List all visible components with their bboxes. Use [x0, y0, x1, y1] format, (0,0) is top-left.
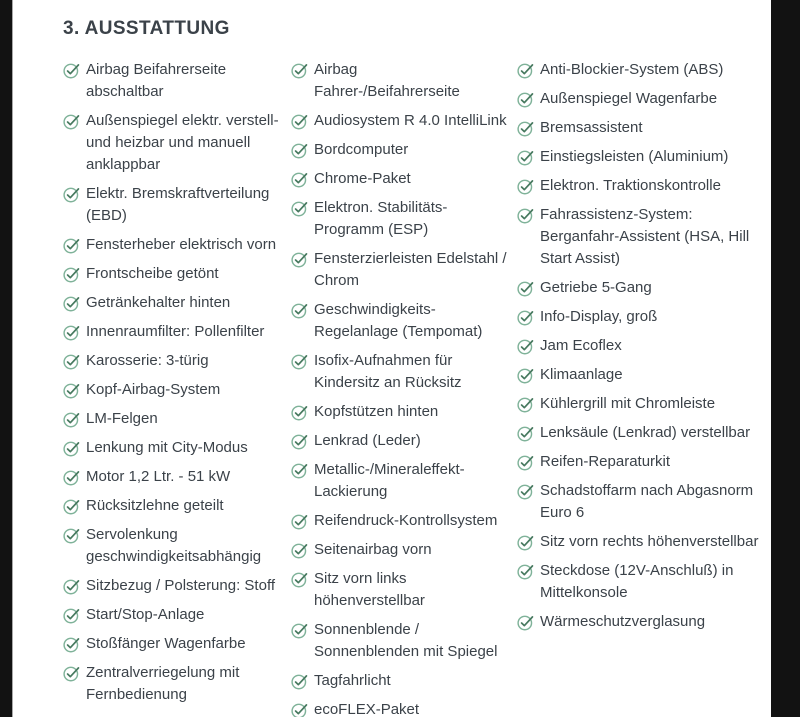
check-circle-icon: [63, 469, 80, 486]
equipment-item-label: Seitenairbag vorn: [314, 541, 432, 558]
equipment-item-label: Sitz vorn links höhenverstellbar: [314, 570, 425, 609]
check-circle-icon: [291, 200, 308, 217]
equipment-item-label: Getränkehalter hinten: [86, 294, 231, 311]
equipment-item: [517, 204, 771, 270]
check-circle-icon: [517, 563, 534, 580]
equipment-item: [517, 451, 771, 473]
equipment-content: [13, 0, 771, 717]
equipment-item-label: Kopfstützen hinten: [314, 403, 439, 420]
equipment-item-label: Stoßfänger Wagenfarbe: [86, 635, 246, 652]
check-circle-icon: [63, 324, 80, 341]
check-circle-icon: [517, 280, 534, 297]
right-border-bar: [771, 0, 800, 717]
equipment-item: [63, 524, 291, 568]
equipment-item-label: Wärmeschutzverglasung: [540, 613, 706, 630]
equipment-item-label: Bordcomputer: [314, 141, 409, 158]
equipment-item-label: Frontscheibe getönt: [86, 265, 219, 282]
check-circle-icon: [63, 62, 80, 79]
check-circle-icon: [517, 62, 534, 79]
equipment-item-label: Lenksäule (Lenkrad) verstellbar: [540, 424, 751, 441]
equipment-item-label: Anti-Blockier-System (ABS): [540, 61, 724, 78]
equipment-item-label: Airbag Fahrer-/Beifahrerseite: [314, 61, 460, 100]
check-circle-icon: [517, 207, 534, 224]
equipment-item: [63, 379, 291, 401]
equipment-item: [291, 197, 517, 241]
equipment-item: [517, 364, 771, 386]
equipment-item-label: Isofix-Aufnahmen für Kindersitz an Rücksitz: [314, 352, 462, 391]
equipment-item: [291, 248, 517, 292]
equipment-columns: [63, 59, 771, 717]
equipment-item-label: Kühlergrill mit Chromleiste: [540, 395, 716, 412]
check-circle-icon: [517, 483, 534, 500]
equipment-item: [291, 510, 517, 532]
equipment-item: [291, 168, 517, 190]
check-circle-icon: [63, 113, 80, 130]
equipment-item-label: ecoFLEX-Paket: [314, 701, 420, 717]
equipment-item: [517, 88, 771, 110]
equipment-item-label: Schadstoffarm nach Abgasnorm Euro 6: [540, 482, 754, 521]
check-circle-icon: [63, 498, 80, 515]
check-circle-icon: [291, 571, 308, 588]
equipment-item-label: Fahrassistenz-System: Berganfahr-Assistent (HSA, Hill Start Assist): [540, 206, 750, 267]
equipment-item-label: Airbag Beifahrerseite abschaltbar: [86, 61, 227, 100]
equipment-item: [517, 422, 771, 444]
section-title: 3. AUSSTATTUNG: [63, 18, 230, 39]
equipment-item-label: Elektron. Traktionskontrolle: [540, 177, 721, 194]
equipment-item-label: Klimaanlage: [540, 366, 623, 383]
equipment-item: [291, 401, 517, 423]
equipment-item: [291, 350, 517, 394]
equipment-item-label: Fensterzierleisten Edelstahl / Chrom: [314, 250, 507, 289]
equipment-item: [63, 437, 291, 459]
equipment-column-3: [517, 59, 771, 640]
check-circle-icon: [291, 62, 308, 79]
equipment-item-label: Steckdose (12V-Anschluß) in Mittelkonsole: [540, 562, 734, 601]
equipment-item: [517, 531, 771, 553]
equipment-item: [517, 560, 771, 604]
equipment-item: [63, 662, 291, 706]
equipment-item-label: Lenkrad (Leder): [314, 432, 421, 449]
check-circle-icon: [291, 702, 308, 717]
equipment-item-label: Karosserie: 3-türig: [86, 352, 209, 369]
check-circle-icon: [63, 607, 80, 624]
equipment-item: [63, 495, 291, 517]
check-circle-icon: [517, 425, 534, 442]
equipment-item: [517, 335, 771, 357]
equipment-item: [63, 292, 291, 314]
equipment-column-2: [291, 59, 517, 717]
equipment-item-label: Motor 1,2 Ltr. - 51 kW: [86, 468, 231, 485]
check-circle-icon: [63, 665, 80, 682]
equipment-item-label: Innenraumfilter: Pollenfilter: [86, 323, 265, 340]
check-circle-icon: [63, 186, 80, 203]
check-circle-icon: [63, 440, 80, 457]
equipment-item: [291, 110, 517, 132]
equipment-item: [291, 619, 517, 663]
equipment-item: [63, 350, 291, 372]
equipment-item-label: Jam Ecoflex: [540, 337, 622, 354]
check-circle-icon: [517, 149, 534, 166]
equipment-item: [63, 183, 291, 227]
equipment-item-label: Sonnenblende / Sonnenblenden mit Spiegel: [314, 621, 498, 660]
check-circle-icon: [517, 178, 534, 195]
equipment-item-label: Einstiegsleisten (Aluminium): [540, 148, 729, 165]
equipment-item: [63, 110, 291, 176]
equipment-item: [517, 59, 771, 81]
check-circle-icon: [63, 353, 80, 370]
check-circle-icon: [63, 382, 80, 399]
equipment-item: [517, 480, 771, 524]
check-circle-icon: [517, 534, 534, 551]
check-circle-icon: [291, 353, 308, 370]
check-circle-icon: [291, 673, 308, 690]
equipment-item: [291, 670, 517, 692]
check-circle-icon: [291, 462, 308, 479]
check-circle-icon: [517, 614, 534, 631]
equipment-item-label: Außenspiegel elektr. verstell- und heizbar und manuell anklappbar: [86, 112, 279, 173]
equipment-item: [517, 117, 771, 139]
equipment-column-1: [63, 59, 291, 713]
check-circle-icon: [63, 578, 80, 595]
check-circle-icon: [291, 404, 308, 421]
equipment-item-label: Kopf-Airbag-System: [86, 381, 221, 398]
equipment-item: [291, 59, 517, 103]
check-circle-icon: [517, 454, 534, 471]
equipment-item-label: Außenspiegel Wagenfarbe: [540, 90, 718, 107]
equipment-item: [63, 575, 291, 597]
equipment-item-label: Reifendruck-Kontrollsystem: [314, 512, 498, 529]
equipment-item: [517, 277, 771, 299]
check-circle-icon: [63, 527, 80, 544]
equipment-item-label: Sitz vorn rechts höhenverstellbar: [540, 533, 759, 550]
equipment-item-label: Bremsassistent: [540, 119, 643, 136]
check-circle-icon: [517, 120, 534, 137]
equipment-item-label: Reifen-Reparaturkit: [540, 453, 671, 470]
equipment-item: [63, 633, 291, 655]
equipment-item: [63, 263, 291, 285]
equipment-item: [63, 604, 291, 626]
equipment-item: [517, 146, 771, 168]
equipment-item-label: Tagfahrlicht: [314, 672, 391, 689]
equipment-item-label: Sitzbezug / Polsterung: Stoff: [86, 577, 276, 594]
equipment-item-label: Lenkung mit City-Modus: [86, 439, 248, 456]
equipment-item: [291, 568, 517, 612]
check-circle-icon: [291, 302, 308, 319]
check-circle-icon: [517, 367, 534, 384]
equipment-item: [517, 306, 771, 328]
equipment-item: [291, 299, 517, 343]
left-border-bar: [0, 0, 13, 717]
equipment-item: [291, 430, 517, 452]
check-circle-icon: [517, 309, 534, 326]
equipment-item-label: Rücksitzlehne geteilt: [86, 497, 224, 514]
equipment-item: [63, 408, 291, 430]
check-circle-icon: [63, 295, 80, 312]
check-circle-icon: [517, 338, 534, 355]
equipment-item-label: Elektron. Stabilitäts-Programm (ESP): [314, 199, 448, 238]
equipment-item: [517, 611, 771, 633]
check-circle-icon: [291, 542, 308, 559]
equipment-item: [63, 466, 291, 488]
check-circle-icon: [291, 622, 308, 639]
check-circle-icon: [63, 636, 80, 653]
equipment-item: [291, 139, 517, 161]
equipment-item: [517, 393, 771, 415]
equipment-item: [63, 234, 291, 256]
equipment-item-label: LM-Felgen: [86, 410, 158, 427]
check-circle-icon: [291, 513, 308, 530]
check-circle-icon: [517, 91, 534, 108]
equipment-item-label: Audiosystem R 4.0 IntelliLink: [314, 112, 507, 129]
equipment-item: [63, 321, 291, 343]
check-circle-icon: [63, 411, 80, 428]
equipment-item: [63, 59, 291, 103]
equipment-item: [291, 459, 517, 503]
equipment-item-label: Metallic-/Mineraleffekt-Lackierung: [314, 461, 465, 500]
equipment-item-label: Geschwindigkeits-Regelanlage (Tempomat): [314, 301, 483, 340]
check-circle-icon: [291, 142, 308, 159]
check-circle-icon: [291, 171, 308, 188]
check-circle-icon: [291, 251, 308, 268]
equipment-item: [291, 539, 517, 561]
equipment-item-label: Servolenkung geschwindigkeitsabhängig: [86, 526, 262, 565]
check-circle-icon: [517, 396, 534, 413]
equipment-item: [517, 175, 771, 197]
check-circle-icon: [63, 237, 80, 254]
equipment-item-label: Elektr. Bremskraftverteilung (EBD): [86, 185, 270, 224]
equipment-item-label: Chrome-Paket: [314, 170, 411, 187]
equipment-item-label: Zentralverriegelung mit Fernbedienung: [86, 664, 240, 703]
equipment-item-label: Fensterheber elektrisch vorn: [86, 236, 277, 253]
equipment-item: [291, 699, 517, 717]
equipment-item-label: Getriebe 5-Gang: [540, 279, 652, 296]
check-circle-icon: [291, 433, 308, 450]
equipment-item-label: Info-Display, groß: [540, 308, 658, 325]
equipment-item-label: Start/Stop-Anlage: [86, 606, 205, 623]
check-circle-icon: [63, 266, 80, 283]
check-circle-icon: [291, 113, 308, 130]
